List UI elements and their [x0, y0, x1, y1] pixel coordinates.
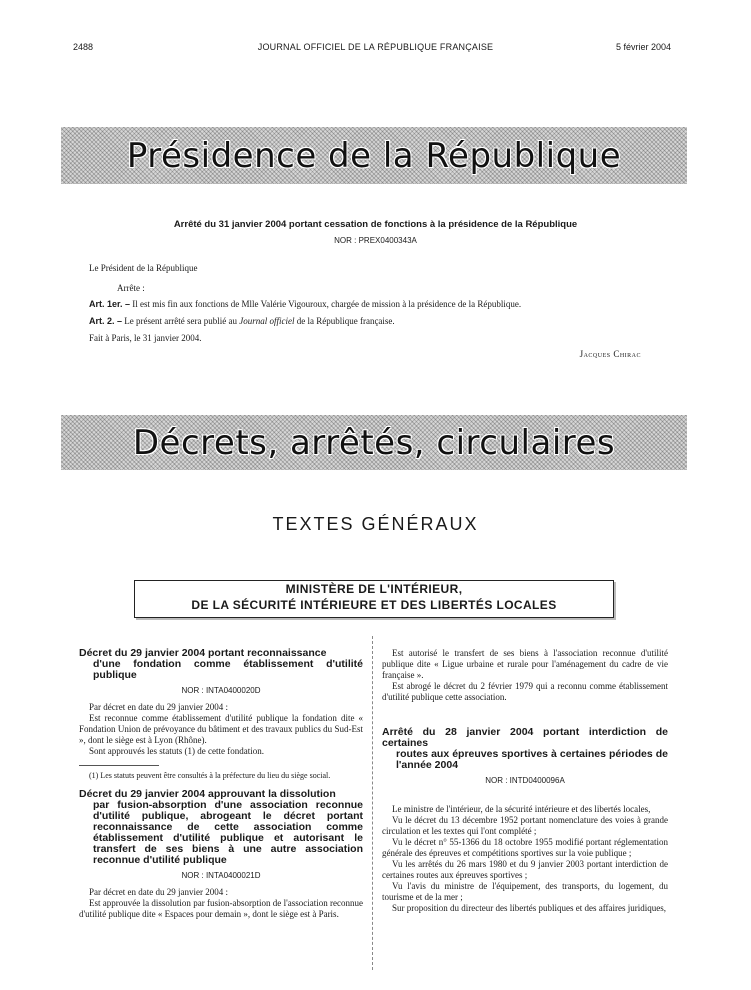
article-2-text-b: de la République française.: [296, 316, 395, 326]
nor-reference: NOR : PREX0400343A: [334, 236, 417, 245]
arrete-title-line1: Arrêté du 28 janvier 2004 portant interdiction de certaines: [382, 726, 668, 749]
article-2-jo: Journal officiel: [239, 316, 295, 326]
continued-para: Est autorisé le transfert de ses biens à l'association reconnue d'utilité publique dite « Ligue urbaine et rurale pour l'aménagement du cadre de vie française ».: [382, 648, 668, 680]
arrete-para: Vu le décret n° 55-1366 du 18 octobre 1955 modifié portant réglementation générale des épreuves et compétitions sportives sur la voie publique ;: [382, 837, 668, 858]
arrete-nor: NOR : INTD0400096A: [485, 776, 565, 785]
decret-1-title-rest: d'une fondation comme établissement d'utilité publique: [93, 658, 363, 681]
arrete-title: [382, 727, 668, 771]
decret-2-title: [79, 789, 363, 866]
decret-1-para: Est reconnue comme établissement d'utilité publique la fondation dite « Fondation Union de prévoyance du bâtiment et des travaux publics du Sud-Est », dont le siège est à Lyon (Rhône).: [79, 713, 363, 745]
decret-2-title-line1: Décret du 29 janvier 2004 approuvant la dissolution: [79, 788, 336, 800]
article-2: [89, 315, 689, 327]
decret-1-para: Sont approuvés les statuts (1) de cette fondation.: [89, 746, 264, 756]
arrete-para: Sur proposition du directeur des libertés publiques et des affaires juridiques,: [392, 903, 667, 913]
ministry-line-2: DE LA SÉCURITÉ INTÉRIEURE ET DES LIBERTÉS LOCALES: [191, 598, 557, 612]
article-1-label: Art. 1er. –: [89, 299, 131, 309]
page-number: 2488: [73, 42, 94, 52]
arrete-title-rest: routes aux épreuves sportives à certaines périodes de l'année 2004: [396, 748, 668, 771]
decret-2-title-rest: par fusion-absorption d'une association reconnue d'utilité publique, abrogeant le décret portant reconnaissance de cette association comme établissement d'utilité publique et autorisant le transfert de ses biens à une autre association reconnue d'utilité publique: [93, 799, 363, 866]
signature: Jacques Chirac: [579, 349, 641, 359]
arrete-para: Vu l'avis du ministre de l'équipement, des transports, du logement, du tourisme et de la mer ;: [382, 881, 668, 902]
left-column: [79, 648, 363, 920]
ministry-line-1: MINISTÈRE DE L'INTÉRIEUR,: [285, 582, 463, 596]
decree-title: Arrêté du 31 janvier 2004 portant cessation de fonctions à la présidence de la République: [173, 219, 578, 230]
decret-1-title-line1: Décret du 29 janvier 2004 portant reconnaissance: [79, 647, 327, 659]
arrete-para: Vu les arrêtés du 26 mars 1980 et du 9 janvier 2003 portant interdiction de certaines routes aux épreuves sportives ;: [382, 859, 668, 880]
arrete-para: Vu le décret du 13 décembre 1952 portant nomenclature des voies à grande circulation et les textes qui l'ont complété ;: [382, 815, 668, 836]
section-banner-decrets: [61, 415, 687, 470]
decret-1-title: [79, 648, 363, 681]
arrete-text: Arrête :: [117, 283, 145, 293]
journal-title: JOURNAL OFFICIEL DE LA RÉPUBLIQUE FRANÇAISE: [257, 42, 494, 52]
article-1-text: Il est mis fin aux fonctions de Mlle Valérie Vigouroux, chargée de mission à la présidence de la République.: [132, 299, 522, 309]
decret-1-para: Par décret en date du 29 janvier 2004 :: [89, 702, 228, 712]
article-2-text-a: Le présent arrêté sera publié au: [124, 316, 237, 326]
article-2-label: Art. 2. –: [89, 316, 123, 326]
arrete-para: Le ministre de l'intérieur, de la sécurité intérieure et des libertés locales,: [392, 804, 651, 814]
right-column: [382, 648, 668, 914]
textes-generaux-heading: TEXTES GÉNÉRAUX: [272, 514, 479, 534]
intro-text: Le Président de la République: [89, 263, 198, 273]
banner-title-2: Décrets, arrêtés, circulaires: [132, 422, 616, 463]
column-separator: [372, 636, 373, 970]
issue-date: 5 février 2004: [615, 42, 671, 52]
footnote-rule: [79, 765, 159, 766]
decret-2-nor: NOR : INTA0400021D: [181, 871, 261, 880]
running-header: [0, 42, 751, 56]
fait-a-paris: Fait à Paris, le 31 janvier 2004.: [89, 333, 202, 343]
banner-title: Présidence de la République: [126, 135, 622, 176]
section-banner-presidence: [61, 127, 687, 184]
article-1: [89, 298, 689, 310]
ministry-box: [134, 580, 614, 618]
decret-1-nor: NOR : INTA0400020D: [181, 686, 261, 695]
decret-2-para: Par décret en date du 29 janvier 2004 :: [89, 887, 228, 897]
decret-2-para: Est approuvée la dissolution par fusion-absorption de l'association reconnue d'utilité publique dite « Espaces pour demain », dont le siège est à Paris.: [79, 898, 363, 919]
continued-para: Est abrogé le décret du 2 février 1979 qui a reconnu comme établissement d'utilité publique cette association.: [382, 681, 668, 702]
footnote: (1) Les statuts peuvent être consultés à la préfecture du lieu du siège social.: [89, 771, 331, 780]
